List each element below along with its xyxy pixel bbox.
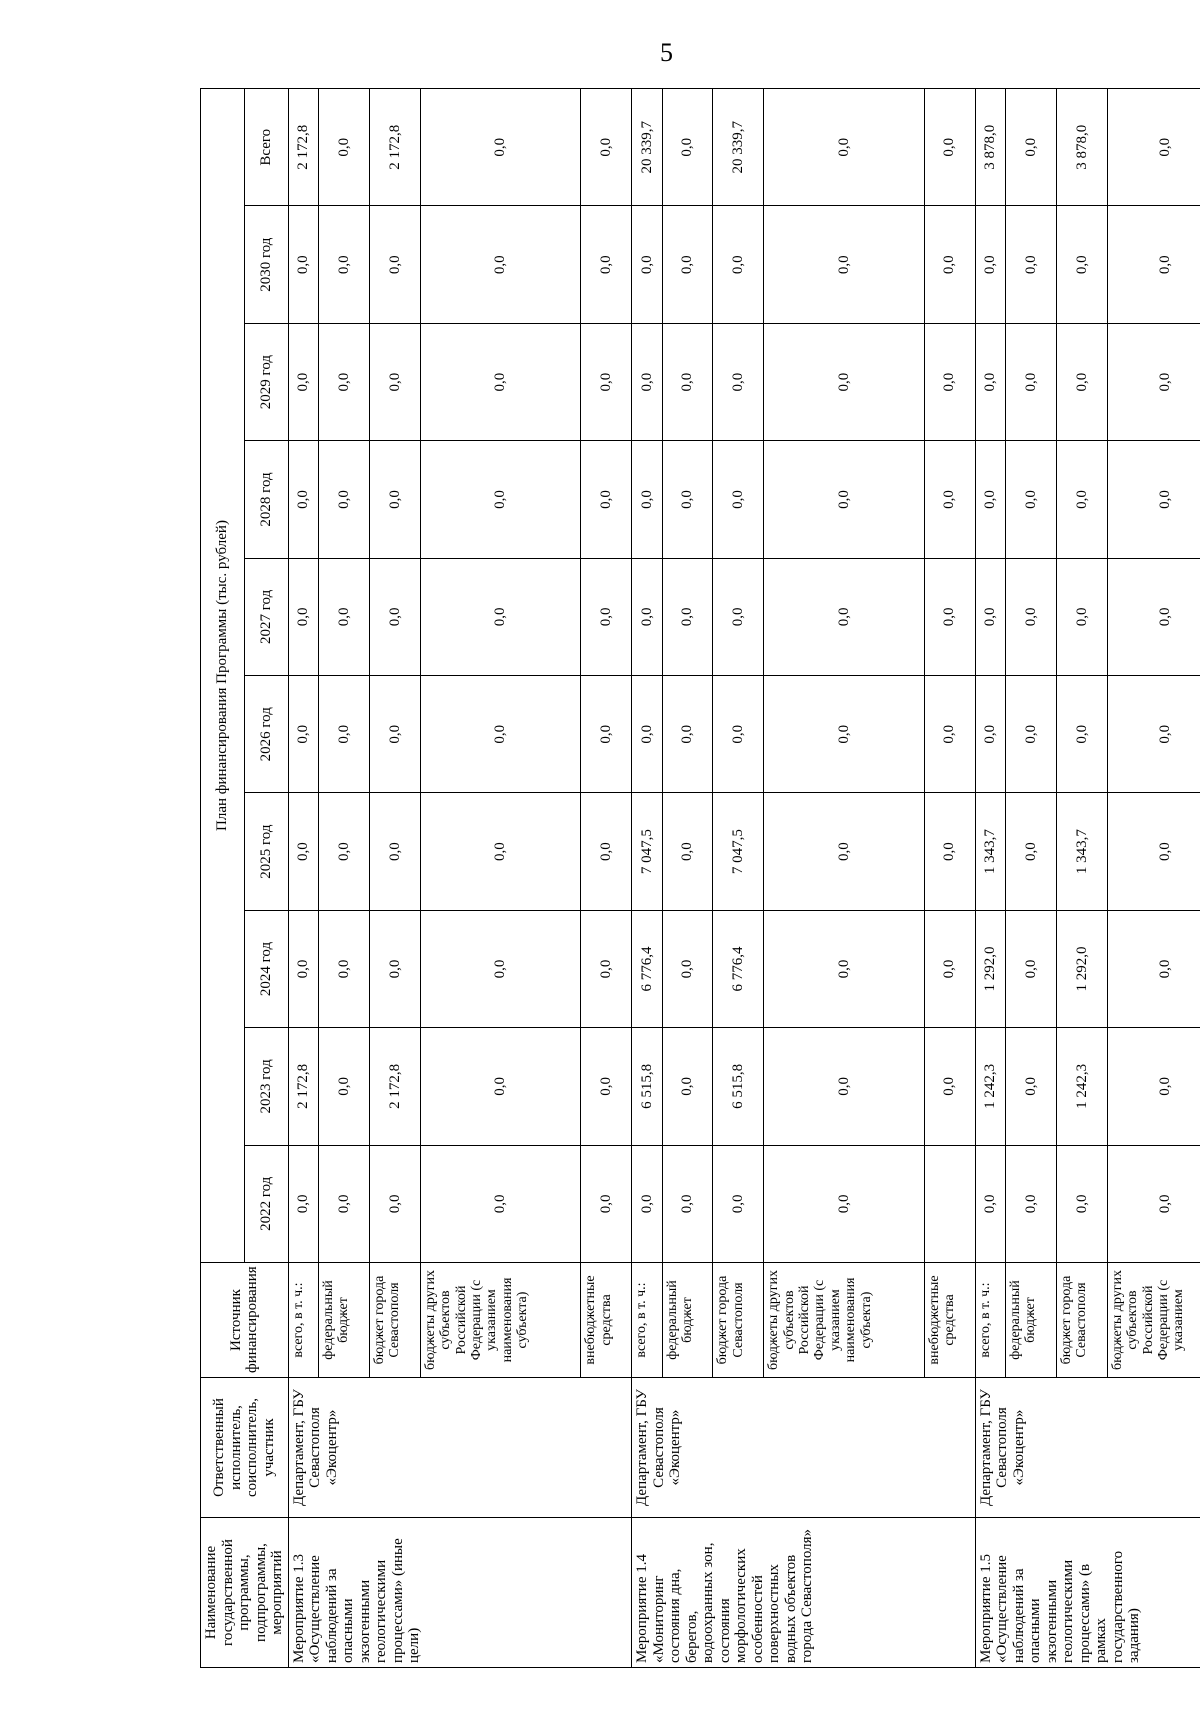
year-value: 0,0 [1006,676,1057,793]
year-value: 0,0 [1056,441,1107,558]
year-value: 0,0 [319,441,370,558]
year-value: 0,0 [1056,206,1107,323]
total-value: 0,0 [420,89,580,206]
financing-table [200,88,1200,1668]
year-value: 0,0 [1107,1028,1200,1145]
year-value: 0,0 [1107,910,1200,1027]
year-value: 0,0 [581,1028,632,1145]
year-value: 0,0 [319,1028,370,1145]
funding-source: федеральный бюджет [662,1263,713,1378]
year-value: 0,0 [581,441,632,558]
year-value: 0,0 [369,558,420,675]
year-value: 0,0 [319,1145,370,1262]
year-value: 0,0 [420,910,580,1027]
year-value: 0,0 [1006,558,1057,675]
year-value: 1 292,0 [975,910,1006,1027]
year-value: 0,0 [975,206,1006,323]
year-value: 7 047,5 [632,793,663,910]
year-value: 6 776,4 [713,910,764,1027]
year-value: 0,0 [975,1145,1006,1262]
measure-name: Мероприятие 1.3 «Осуществление наблюдений за опасными экзогенными геологическими процессами» (иные цели) [288,1518,632,1668]
funding-source: бюджет города Севастополя [369,1263,420,1378]
year-value: 0,0 [319,206,370,323]
year-value: 1 242,3 [975,1028,1006,1145]
funding-source: бюджет города Севастополя [713,1263,764,1378]
year-value: 0,0 [369,676,420,793]
table-body [288,89,1200,1668]
funding-source: бюджеты других субъектов Российской Федерации (с указанием наименования субъекта) [420,1263,580,1378]
year-value: 0,0 [924,676,975,793]
year-value: 0,0 [581,1145,632,1262]
year-value: 0,0 [1107,793,1200,910]
total-value: 0,0 [319,89,370,206]
total-value: 3 878,0 [1056,89,1107,206]
year-value: 0,0 [764,206,924,323]
year-value: 0,0 [1056,558,1107,675]
year-value: 2 172,8 [288,1028,319,1145]
year-value: 0,0 [662,206,713,323]
year-value: 0,0 [924,1028,975,1145]
header-year: 2024 год [244,910,288,1027]
year-value: 0,0 [713,676,764,793]
year-value: 0,0 [713,206,764,323]
year-value: 0,0 [369,441,420,558]
year-value: 0,0 [662,558,713,675]
year-value: 0,0 [662,1145,713,1262]
header-total: Всего [244,89,288,206]
year-value: 0,0 [662,323,713,440]
year-value: 0,0 [581,910,632,1027]
year-value: 0,0 [288,910,319,1027]
year-value: 0,0 [764,441,924,558]
year-value: 0,0 [924,323,975,440]
year-value: 0,0 [713,558,764,675]
funding-source: бюджет города Севастополя [1056,1263,1107,1378]
total-value: 3 878,0 [975,89,1006,206]
year-value: 0,0 [1107,206,1200,323]
year-value: 0,0 [319,676,370,793]
table-row [288,89,319,1668]
year-value: 0,0 [713,323,764,440]
year-value: 0,0 [662,676,713,793]
year-value: 0,0 [288,558,319,675]
year-value: 0,0 [288,1145,319,1262]
table-row [975,89,1006,1668]
year-value: 0,0 [420,793,580,910]
year-value: 0,0 [319,558,370,675]
year-value: 0,0 [975,441,1006,558]
year-value: 6 515,8 [632,1028,663,1145]
year-value: 0,0 [1107,441,1200,558]
year-value: 0,0 [1107,323,1200,440]
year-value: 0,0 [288,676,319,793]
year-value: 0,0 [420,323,580,440]
year-value: 0,0 [924,558,975,675]
year-value: 0,0 [975,676,1006,793]
year-value: 0,0 [420,676,580,793]
year-value: 0,0 [581,793,632,910]
year-value: 0,0 [420,1028,580,1145]
year-value: 0,0 [369,910,420,1027]
year-value: 2 172,8 [369,1028,420,1145]
year-value: 0,0 [420,206,580,323]
header-year: 2025 год [244,793,288,910]
year-value: 0,0 [581,206,632,323]
total-value: 0,0 [662,89,713,206]
header-name: Наименование государственной программы, подпрограммы, мероприятий [201,1518,289,1668]
year-value: 0,0 [632,441,663,558]
year-value: 0,0 [764,793,924,910]
year-value: 0,0 [662,793,713,910]
header-source: Источник финансирования [201,1263,289,1378]
measure-responsible: Департамент, ГБУ Севастополя «Экоцентр» [975,1378,1200,1518]
year-value: 0,0 [288,206,319,323]
year-value: 0,0 [713,441,764,558]
year-value: 0,0 [1006,1028,1057,1145]
year-value: 0,0 [924,206,975,323]
measure-responsible: Департамент, ГБУ Севастополя «Экоцентр» [288,1378,632,1518]
total-value: 0,0 [1006,89,1057,206]
year-value: 0,0 [581,558,632,675]
page-number: 5 [660,38,673,67]
year-value: 0,0 [288,793,319,910]
year-value: 0,0 [632,676,663,793]
year-value: 0,0 [1006,441,1057,558]
year-value: 0,0 [288,323,319,440]
header-year: 2023 год [244,1028,288,1145]
total-value: 2 172,8 [288,89,319,206]
year-value: 0,0 [662,441,713,558]
year-value: 0,0 [369,206,420,323]
year-value: 0,0 [369,323,420,440]
funding-source: бюджеты других субъектов Российской Федерации (с указанием [1107,1263,1200,1378]
funding-source: всего, в т. ч.: [288,1263,319,1378]
year-value: 0,0 [369,793,420,910]
year-value: 0,0 [764,910,924,1027]
measure-responsible: Департамент, ГБУ Севастополя «Экоцентр» [632,1378,976,1518]
year-value: 7 047,5 [713,793,764,910]
year-value: 0,0 [975,558,1006,675]
year-value: 0,0 [632,558,663,675]
total-value: 20 339,7 [632,89,663,206]
year-value: 6 515,8 [713,1028,764,1145]
total-value: 0,0 [1107,89,1200,206]
header-year: 2026 год [244,676,288,793]
year-value: 0,0 [1107,1145,1200,1262]
funding-source: всего, в т. ч.: [975,1263,1006,1378]
year-value: 0,0 [662,1028,713,1145]
year-value: 0,0 [764,1145,924,1262]
year-value: 0,0 [1056,323,1107,440]
year-value: 0,0 [288,441,319,558]
year-value: 1 343,7 [975,793,1006,910]
funding-source: федеральный бюджет [1006,1263,1057,1378]
year-value: 0,0 [713,1145,764,1262]
total-value: 0,0 [924,89,975,206]
year-value: 0,0 [1006,323,1057,440]
year-value: 0,0 [1006,206,1057,323]
measure-name: Мероприятие 1.5 «Осуществление наблюдений за опасными экзогенными геологическими процессами» (в рамках государственного задания) [975,1518,1200,1668]
total-value: 2 172,8 [369,89,420,206]
year-value: 0,0 [1056,1145,1107,1262]
year-value: 0,0 [581,676,632,793]
financing-table-rotated [200,88,1187,1668]
year-value: 0,0 [319,323,370,440]
total-value: 0,0 [581,89,632,206]
year-value: 1 242,3 [1056,1028,1107,1145]
year-value: 0,0 [369,1145,420,1262]
year-value: 0,0 [1006,1145,1057,1262]
year-value: 0,0 [319,793,370,910]
total-value: 20 339,7 [713,89,764,206]
year-value: 0,0 [662,910,713,1027]
year-value: 0,0 [632,1145,663,1262]
year-value: 0,0 [1006,910,1057,1027]
header-responsible: Ответственный исполнитель, соисполнитель, участник [201,1378,289,1518]
total-value: 0,0 [764,89,924,206]
year-value: 0,0 [764,676,924,793]
funding-source: внебюджетные средства [924,1263,975,1378]
year-value: 0,0 [420,441,580,558]
header-year: 2030 год [244,206,288,323]
header-year: 2027 год [244,558,288,675]
year-value: 1 343,7 [1056,793,1107,910]
year-value: 1 292,0 [1056,910,1107,1027]
year-value: 0,0 [924,441,975,558]
year-value: 0,0 [924,793,975,910]
table-row [632,89,663,1668]
year-value: 0,0 [581,323,632,440]
year-value: 0,0 [1006,793,1057,910]
funding-source: федеральный бюджет [319,1263,370,1378]
year-value: 0,0 [924,910,975,1027]
year-value: 0,0 [632,323,663,440]
header-plan: План финансирования Программы (тыс. рублей) [201,89,245,1263]
year-value: 0,0 [420,558,580,675]
year-value: 0,0 [764,323,924,440]
year-value: 0,0 [1056,676,1107,793]
year-value: 0,0 [1107,676,1200,793]
year-value: 0,0 [975,323,1006,440]
year-value: 0,0 [632,206,663,323]
measure-name: Мероприятие 1.4 «Мониторинг состояния дна, берегов, водоохранных зон, состояния морфологических особенностей поверхностных водных объектов города Севастополя» [632,1518,976,1668]
year-value: 0,0 [764,558,924,675]
year-value: 0,0 [420,1145,580,1262]
funding-source: бюджеты других субъектов Российской Федерации (с указанием наименования субъекта) [764,1263,924,1378]
funding-source: внебюджетные средства [581,1263,632,1378]
year-value: 6 776,4 [632,910,663,1027]
funding-source: всего, в т. ч.: [632,1263,663,1378]
year-value [924,1145,975,1262]
header-year: 2028 год [244,441,288,558]
header-year: 2022 год [244,1145,288,1262]
year-value: 0,0 [1107,558,1200,675]
year-value: 0,0 [319,910,370,1027]
year-value: 0,0 [764,1028,924,1145]
header-year: 2029 год [244,323,288,440]
